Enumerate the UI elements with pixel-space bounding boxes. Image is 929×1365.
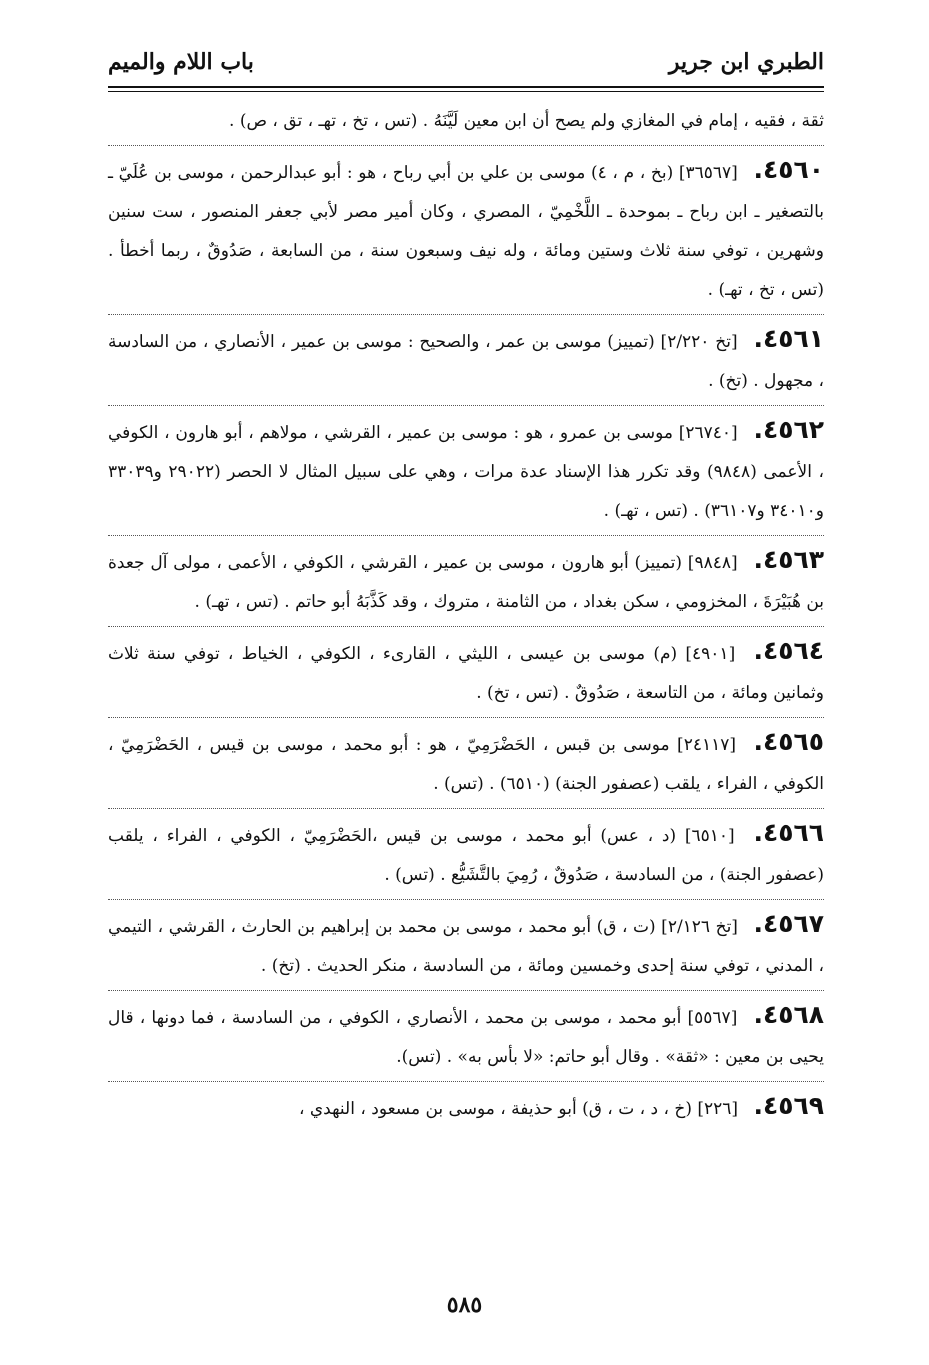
entry-text: [٢٢٦] (خ ، د ، ت ، ق) أبو حذيفة ، موسى بن مسعود ، النهدي ،: [298, 1099, 739, 1119]
entry-text: [تخ ٢/١٢٦] (ت ، ق) أبو محمد ، موسى بن محمد بن إبراهيم بن الحارث ، القرشي ، التيمي ، المدني ، توفي سنة إحدى وخمسين ومائة ، من السادسة ، منكر الحديث . (تخ) .: [108, 917, 824, 976]
entry-text: [تخ ٢/٢٢٠] (تمييز) موسى بن عمر ، والصحيح : موسى بن عمير ، الأنصاري ، من السادسة ، مجهول . (تخ) .: [108, 332, 824, 391]
page-number: ٥٨٥: [446, 1292, 483, 1318]
entry-number: ٤٥٦٥.: [753, 727, 824, 756]
biography-entry: [108, 146, 824, 315]
biography-entry: [108, 406, 824, 536]
entry-number: ٤٥٦٦.: [753, 818, 824, 847]
header-right-title: الطبري ابن جرير: [668, 49, 824, 75]
entry-number: ٤٥٦٨.: [753, 1000, 824, 1029]
entry-text: [٣٦٥٦٧] (بخ ، م ، ٤) موسى بن علي بن أبي رباح ، هو : أبو عبدالرحمن ، موسى بن عُلَيّ ـ بالتصغير ـ ابن رباح ـ بموحدة ـ اللَّخْمِيّ ، المصري ، وكان أمير مصر لأبي جعفر المنصور ، ست سنين وشهرين ، توفي سنة ثلاث وستين ومائة ، وله نيف وسبعون سنة ، من السابعة ، صَدُوقٌ ، ربما أخطأ . (تس ، تخ ، تهـ) .: [108, 163, 824, 300]
entry-text: [٦٥١٠] (د ، عس) أبو محمد ، موسى بن قيس ،الحَضْرَمِيّ ، الكوفي ، الفراء ، يلقب (عصفور الجنة) ، من السادسة ، صَدُوقٌ ، رُمِيَ بالتَّشَيُّع . (تس) .: [108, 826, 824, 885]
entry-text: [٥٥٦٧] أبو محمد ، موسى بن محمد ، الأنصاري ، الكوفي ، من السادسة ، فما دونها ، قال يحيى بن معين : «ثقة» . وقال أبو حاتم: «لا بأس به» . (تس).: [108, 1008, 824, 1067]
continued-entry: [108, 102, 824, 146]
entry-number: ٤٥٦٠.: [753, 155, 824, 184]
running-header: [108, 42, 824, 82]
entry-number: ٤٥٦١.: [753, 324, 824, 353]
entry-number: ٤٥٦٣.: [753, 545, 825, 574]
entry-number: ٤٥٦٩.: [753, 1091, 824, 1120]
entry-text: [٢٦٧٤٠] موسى بن عمرو ، هو : موسى بن عمير ، القرشي ، مولاهم ، أبو هارون ، الكوفي ، الأعمى (٩٨٤٨) وقد تكرر هذا الإسناد عدة مرات ، وهي على سبيل المثال لا الحصر (٢٩٠٢٢ و٣٣٠٣٩ و٣٤٠١٠ و٣٦١٠٧) . (تس ، تهـ) .: [108, 423, 824, 521]
entry-text: [٩٨٤٨] (تمييز) أبو هارون ، موسى بن عمير ، القرشي ، الكوفي ، الأعمى ، مولى آل جعدة بن هُبَيْرَةَ ، المخزومي ، سكن بغداد ، من الثامنة ، متروك ، وقد كَذَّبَهُ أبو حاتم . (تس ، تهـ) .: [108, 553, 824, 612]
entry-text: [٤٩٠١] (م) موسى بن عيسى ، الليثي ، القارىء ، الكوفي ، الخياط ، توفي سنة ثلاث وثمانين ومائة ، من التاسعة ، صَدُوقٌ . (تس ، تخ) .: [108, 644, 824, 703]
entry-number: ٤٥٦٢.: [753, 415, 824, 444]
biography-entry: [108, 536, 824, 627]
entry-text: [٢٤١١٧] موسى بن قبس ، الحَضْرَمِيّ ، هو : أبو محمد ، موسى بن قيس ، الحَضْرَمِيّ ، الكوفي ، الفراء ، يلقب (عصفور الجنة) (٦٥١٠) . (تس) .: [108, 735, 824, 794]
entry-number: ٤٥٦٧.: [753, 909, 825, 938]
biography-entry: [108, 809, 824, 900]
biography-entry: [108, 991, 824, 1082]
header-left-title: باب اللام والميم: [108, 49, 254, 75]
biography-entry: [108, 627, 824, 718]
header-rule-thin: [108, 91, 824, 92]
entry-text: ثقة ، فقيه ، إمام في المغازي ولم يصح أن ابن معين لَيَّنَهُ . (تس ، تخ ، تهـ ، تق ، ص) .: [229, 111, 824, 131]
biography-entry: [108, 718, 824, 809]
header-rule: [108, 86, 824, 88]
biography-entry: [108, 315, 824, 406]
page-body: [108, 102, 824, 1133]
entry-number: ٤٥٦٤.: [753, 636, 824, 665]
biography-entry: [108, 900, 824, 991]
biography-entry: [108, 1082, 824, 1133]
